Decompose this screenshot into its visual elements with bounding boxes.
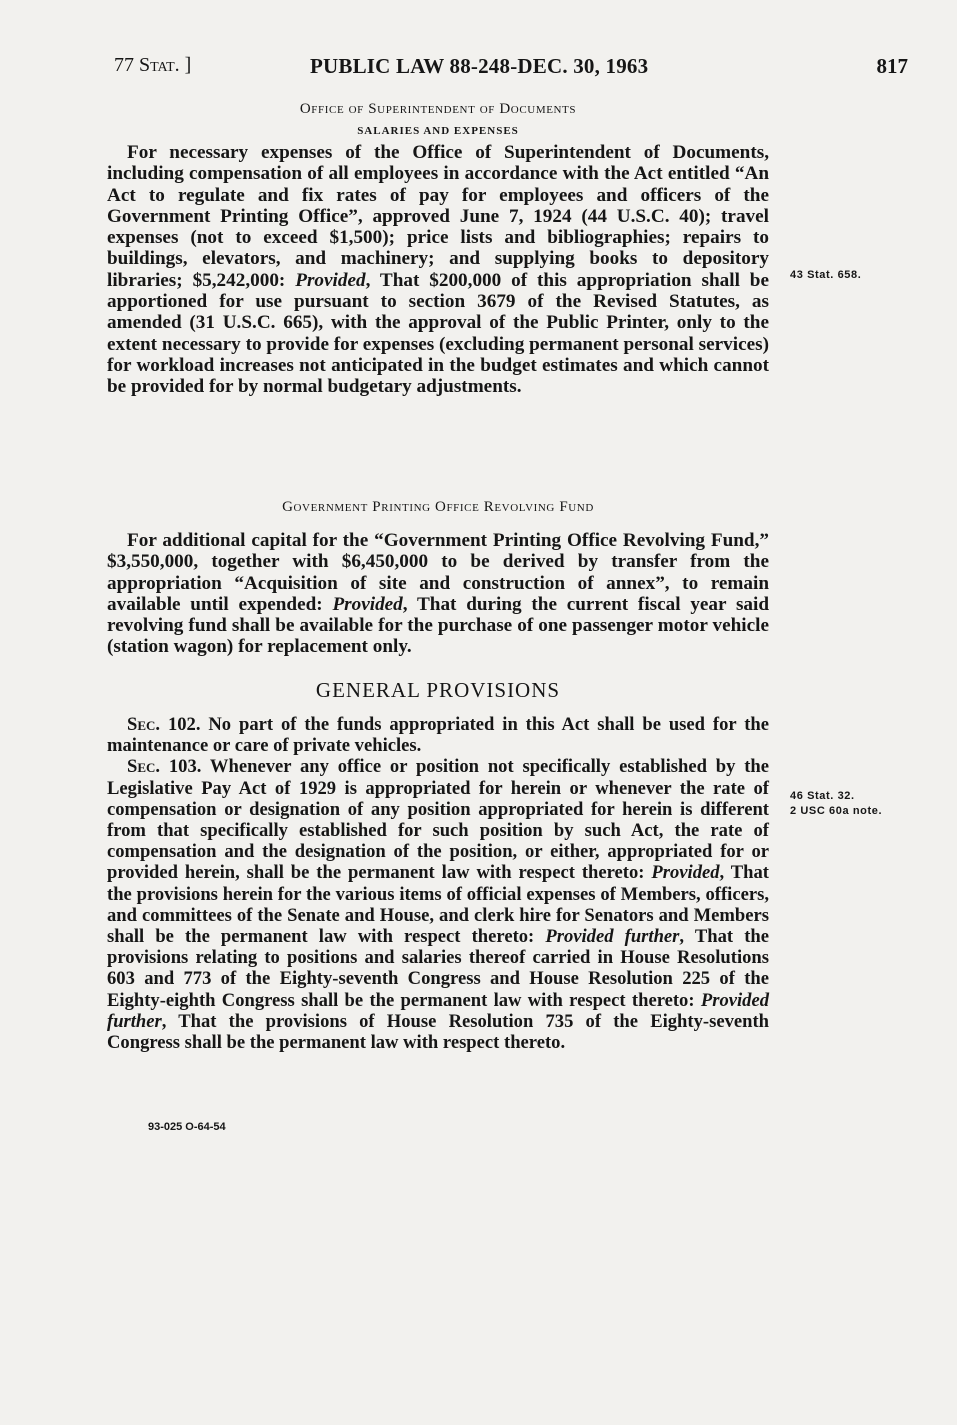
section-102: [107, 714, 769, 756]
proviso-word: Provided further: [107, 989, 769, 1032]
section-text: Whenever any office or position not specifically established by the Legislative Pay Act of 1929 is appropriated for herein or whenever the rate of compensation or designation of any position appropriated for herein is different from that specifically established for such position by such Act, the rate of compensation and the designation of the position, or either, appropriated for or provided herein, shall be the permanent law with respect thereto:: [107, 756, 769, 884]
section-text: No part of the funds appropriated in this Act shall be used for the maintenance or care of private vehicles.: [107, 714, 769, 757]
statute-reference: 77 Stat. ]: [114, 54, 192, 76]
margin-note-line: 46 Stat. 32.: [790, 790, 855, 802]
section-text: , That the provisions herein for the various items of official expenses of Members, officers, and committees of the Senate and House, and clerk hire for Senators and Members shall be the permanent law with respect thereto:: [107, 862, 769, 948]
proviso-word: Provided: [332, 593, 403, 615]
proviso-word: Provided: [651, 862, 720, 884]
general-provisions: [107, 678, 769, 1053]
page-number: 817: [876, 54, 908, 78]
print-code: 93-025 O-64-54: [148, 1121, 226, 1133]
paragraph: [107, 530, 769, 658]
section-label: Sec. 103.: [127, 756, 202, 778]
proviso-word: Provided further: [545, 926, 680, 948]
margin-note-citation: [790, 789, 882, 819]
subsection-title: SALARIES AND EXPENSES: [357, 125, 519, 137]
margin-note-line: 2 USC 60a note.: [790, 805, 883, 817]
section-103: [107, 756, 769, 1053]
section-title: Government Printing Office Revolving Fund: [282, 499, 594, 515]
running-header: [114, 52, 908, 82]
section-text: , That the provisions relating to positions and salaries thereof carried in House Resolutions 603 and 773 of the Eighty-seventh Congress and House Resolution 225 of the Eighty-eighth Congress shall be the permanent law with respect thereto:: [107, 926, 769, 1011]
margin-note-statute: 43 Stat. 658.: [790, 269, 862, 281]
paragraph: [107, 142, 769, 398]
paragraph-text: For additional capital for the “Government Printing Office Revolving Fund,” $3,550,000, together with $6,450,000 to be derived by transfer from the appropriation “Acquisition of site and construction of annex”, to remain available until expended:: [107, 530, 769, 615]
section-title: Office of Superintendent of Documents: [299, 101, 577, 117]
public-law-title: PUBLIC LAW 88-248-DEC. 30, 1963: [310, 54, 649, 78]
proviso-word: Provided: [295, 269, 366, 291]
paragraph-text: For necessary expenses of the Office of Superintendent of Documents, including compensation of all employees in accordance with the Act entitled “An Act to regulate and fix rates of pay for employees and officers of the Government Printing Office”, approved June 7, 1924 (44 U.S.C. 40); travel expenses (not to exceed $1,500); price lists and bibliographies; repairs to buildings, elevators, and machinery; and supplying books to depository libraries; $5,242,000:: [107, 142, 769, 291]
general-provisions-heading: GENERAL PROVISIONS: [315, 678, 561, 702]
section-label: Sec. 102.: [127, 714, 201, 735]
paragraph-text: , That during the current fiscal year said revolving fund shall be available for the purchase of one passenger motor vehicle (station wagon) for replacement only.: [107, 593, 770, 658]
section-text: , That the provisions of House Resolution 735 of the Eighty-seventh Congress shall be the permanent law with respect thereto.: [107, 1010, 769, 1054]
section-superintendent: [107, 101, 769, 398]
section-revolving-fund: [107, 499, 769, 658]
paragraph-text: , That $200,000 of this appropriation shall be apportioned for use pursuant to section 3679 of the Revised Statutes, as amended (31 U.S.C. 665), with the approval of the Public Printer, only to the extent necessary to provide for expenses (excluding permanent personal services) for workload increases not anticipated in the budget estimates and which cannot be provided for by normal budgetary adjustments.: [107, 269, 769, 398]
